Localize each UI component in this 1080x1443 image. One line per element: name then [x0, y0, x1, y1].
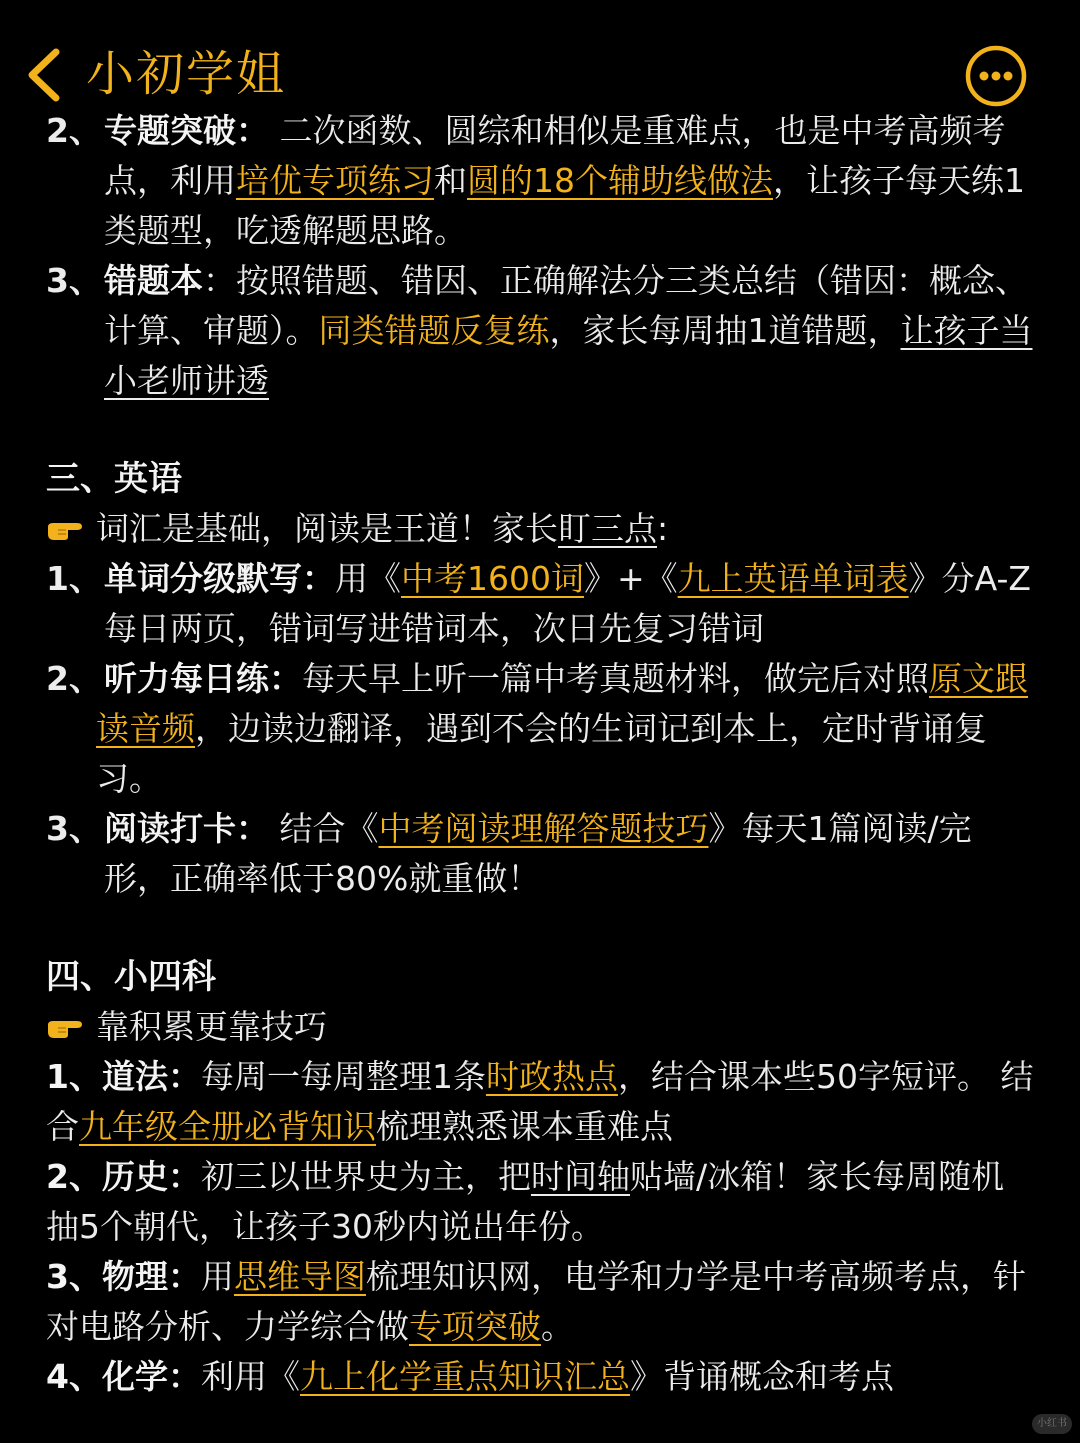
math-item-2	[0, 106, 1034, 256]
item-label: 道法：	[101, 1057, 201, 1096]
item-label: 物理：	[101, 1257, 201, 1296]
item-text: 》背诵概念和考点	[629, 1357, 894, 1396]
item-text: 二次函数、圆综和相似是重难点，也是中考高频考点，利用	[104, 111, 1006, 200]
page-title: 小初学姐	[86, 46, 287, 102]
section-point	[0, 1002, 1080, 1052]
item-text: ，让孩子每天练1类题型，吃透解题思路。	[104, 161, 1025, 250]
english-item-2	[0, 654, 1034, 804]
item-label: 错题本	[104, 261, 203, 300]
underlined-text: 盯三点	[558, 509, 657, 548]
point-text: 词汇是基础，阅读是王道！家长	[96, 509, 558, 548]
math-item-3	[0, 256, 1034, 406]
resource-link[interactable]: 培优专项练习	[236, 161, 434, 200]
item-text: ，家长每周抽1道错题，	[549, 311, 901, 350]
item-text: 。	[541, 1307, 574, 1346]
item-text: 每周一每周整理1条	[200, 1057, 486, 1096]
underlined-text: 让孩子当小老师讲透	[104, 311, 1033, 400]
item-number: 4、	[46, 1357, 102, 1396]
item-text: 结合《	[269, 809, 379, 848]
item-number: 2、	[46, 111, 102, 150]
highlight-text: 同类错题反复练	[318, 311, 550, 350]
minor-item-3	[0, 1252, 1036, 1352]
item-number: 3、	[46, 809, 102, 848]
item-number: 3、	[46, 261, 102, 300]
item-label: 单词分级默写：	[104, 559, 335, 598]
section-point	[0, 504, 1080, 554]
item-text: 梳理知识网，电学和力学是中考高频考点，针对电路分析、力学综合做	[46, 1257, 1026, 1346]
item-text: ：按照错题、错因、正确解法分三类总结（错因：概念、计算、审题）。	[104, 261, 1028, 350]
more-circle-icon	[964, 44, 1028, 108]
resource-link[interactable]: 中考1600词	[401, 559, 584, 598]
resource-link[interactable]: 九年级全册必背知识	[79, 1107, 376, 1146]
item-text: 初三以世界史为主，把	[200, 1157, 531, 1196]
item-text: 用《	[335, 559, 401, 598]
item-text: 每天早上听一篇中考真题材料，做完后对照	[302, 659, 929, 698]
resource-link[interactable]: 思维导图	[233, 1257, 366, 1296]
item-text: 梳理熟悉课本重难点	[376, 1107, 673, 1146]
item-number: 2、	[46, 659, 102, 698]
app-header	[0, 0, 1080, 112]
item-label: 专题突破：	[104, 111, 269, 150]
spacer	[0, 904, 1080, 952]
item-text: 》+《	[583, 559, 678, 598]
item-text: ，边读边翻译，遇到不会的生词记到本上，定时背诵复习。	[96, 709, 987, 798]
more-button[interactable]	[964, 44, 1028, 108]
item-label: 化学：	[101, 1357, 201, 1396]
item-text: 用	[200, 1257, 234, 1296]
section-title-english: 三、英语	[46, 459, 182, 499]
resource-link[interactable]: 时政热点	[485, 1057, 618, 1096]
minor-item-2	[0, 1152, 1036, 1252]
item-text: 贴墙/冰箱！家长每周随机抽5个朝代，让孩子30秒内说出年份。	[46, 1157, 1005, 1246]
resource-link[interactable]: 九上化学重点知识汇总	[299, 1357, 630, 1396]
point-text: :	[657, 509, 669, 548]
item-number: 1、	[46, 1057, 102, 1096]
item-label: 听力每日练：	[104, 659, 302, 698]
item-label: 历史：	[101, 1157, 201, 1196]
item-text: 》每天1篇阅读/完形，正确率低于80%就重做！	[104, 809, 972, 898]
resource-link[interactable]: 原文跟读音频	[96, 659, 1028, 748]
item-text: 》分A-Z每日两页，错词写进错词本，次日先复习错词	[104, 559, 1032, 648]
watermark: 小红书	[1032, 1414, 1072, 1434]
item-text: 利用《	[200, 1357, 300, 1396]
english-item-3	[0, 804, 1034, 904]
resource-link[interactable]: 九上英语单词表	[677, 559, 909, 598]
item-number: 3、	[46, 1257, 102, 1296]
pointing-hand-icon	[46, 516, 84, 542]
item-number: 1、	[46, 559, 102, 598]
resource-link[interactable]: 中考阅读理解答题技巧	[378, 809, 709, 848]
english-item-1	[0, 554, 1034, 654]
pointing-hand-icon	[46, 1014, 84, 1040]
resource-link[interactable]: 专项突破	[409, 1307, 541, 1346]
item-text: 和	[434, 161, 467, 200]
item-text: ，结合课本些50字短评。 结合	[46, 1057, 1034, 1146]
note-content	[0, 106, 1080, 1402]
chevron-left-icon	[20, 40, 70, 110]
section-title-minor: 四、小四科	[46, 957, 216, 997]
minor-item-1	[0, 1052, 1036, 1152]
minor-item-4	[0, 1352, 1036, 1402]
resource-link[interactable]: 圆的18个辅助线做法	[467, 161, 773, 200]
underlined-text: 时间轴	[530, 1157, 630, 1196]
spacer	[0, 406, 1080, 454]
item-label: 阅读打卡：	[104, 809, 269, 848]
item-number: 2、	[46, 1157, 102, 1196]
back-button[interactable]	[20, 40, 70, 110]
point-text: 靠积累更靠技巧	[96, 1007, 327, 1046]
